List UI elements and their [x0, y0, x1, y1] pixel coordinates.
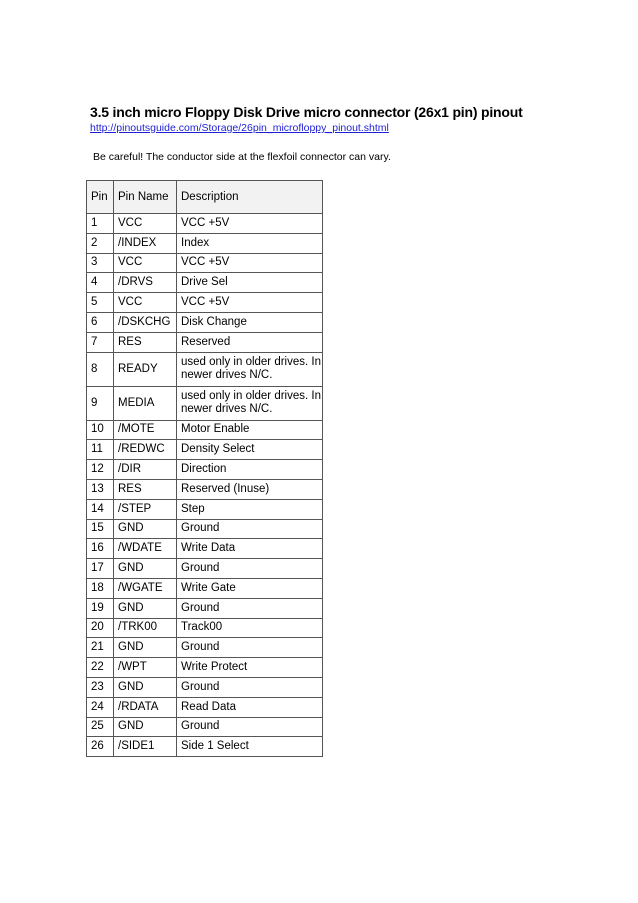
description-cell: Ground: [177, 519, 323, 539]
pin-cell: 26: [87, 737, 114, 757]
pin-cell: 21: [87, 638, 114, 658]
pin-cell: 20: [87, 618, 114, 638]
pin-cell: 24: [87, 697, 114, 717]
pin-cell: 9: [87, 386, 114, 420]
pin-name-cell: /DIR: [114, 460, 177, 480]
table-row: [87, 332, 323, 352]
table-header-row: [87, 181, 323, 214]
table-row: [87, 618, 323, 638]
pin-name-cell: GND: [114, 598, 177, 618]
table-row: [87, 386, 323, 420]
table-row: [87, 717, 323, 737]
warning-note: Be careful! The conductor side at the flexfoil connector can vary.: [93, 151, 391, 163]
pin-name-cell: /WDATE: [114, 539, 177, 559]
header-pin-name: Pin Name: [114, 181, 177, 214]
pin-name-cell: /REDWC: [114, 440, 177, 460]
description-cell: VCC +5V: [177, 253, 323, 273]
pin-cell: 16: [87, 539, 114, 559]
pin-cell: 1: [87, 214, 114, 234]
pin-cell: 7: [87, 332, 114, 352]
description-cell: Write Data: [177, 539, 323, 559]
pin-cell: 23: [87, 677, 114, 697]
pin-cell: 10: [87, 420, 114, 440]
pin-name-cell: /DRVS: [114, 273, 177, 293]
description-cell: Ground: [177, 677, 323, 697]
description-cell: Write Gate: [177, 578, 323, 598]
pin-name-cell: RES: [114, 479, 177, 499]
description-cell: Direction: [177, 460, 323, 480]
pin-name-cell: /WGATE: [114, 578, 177, 598]
pin-cell: 12: [87, 460, 114, 480]
pin-name-cell: RES: [114, 332, 177, 352]
pin-name-cell: MEDIA: [114, 386, 177, 420]
pin-cell: 3: [87, 253, 114, 273]
table-body: [87, 214, 323, 757]
description-cell: Drive Sel: [177, 273, 323, 293]
pin-name-cell: VCC: [114, 293, 177, 313]
table-row: [87, 293, 323, 313]
table-row: [87, 598, 323, 618]
pin-name-cell: /RDATA: [114, 697, 177, 717]
description-cell: Disk Change: [177, 312, 323, 332]
pin-name-cell: READY: [114, 352, 177, 386]
pin-name-cell: VCC: [114, 214, 177, 234]
pin-name-cell: GND: [114, 677, 177, 697]
pin-cell: 17: [87, 559, 114, 579]
pin-cell: 4: [87, 273, 114, 293]
source-link[interactable]: http://pinoutsguide.com/Storage/26pin_microfloppy_pinout.shtml: [90, 122, 389, 134]
pin-cell: 6: [87, 312, 114, 332]
description-cell: Ground: [177, 598, 323, 618]
table-row: [87, 253, 323, 273]
pin-cell: 19: [87, 598, 114, 618]
pin-cell: 13: [87, 479, 114, 499]
pin-cell: 15: [87, 519, 114, 539]
pin-cell: 5: [87, 293, 114, 313]
description-cell: Read Data: [177, 697, 323, 717]
table-row: [87, 440, 323, 460]
pinout-table: [86, 180, 323, 757]
description-cell: Motor Enable: [177, 420, 323, 440]
pin-name-cell: /TRK00: [114, 618, 177, 638]
pin-cell: 14: [87, 499, 114, 519]
pin-name-cell: /DSKCHG: [114, 312, 177, 332]
pin-cell: 2: [87, 233, 114, 253]
page-title: 3.5 inch micro Floppy Disk Drive micro connector (26x1 pin) pinout: [90, 104, 523, 120]
description-cell: used only in older drives. In newer drives N/C.: [177, 352, 323, 386]
pin-cell: 8: [87, 352, 114, 386]
table-row: [87, 559, 323, 579]
description-cell: used only in older drives. In newer drives N/C.: [177, 386, 323, 420]
pin-name-cell: /STEP: [114, 499, 177, 519]
table-row: [87, 737, 323, 757]
table-row: [87, 460, 323, 480]
table-row: [87, 539, 323, 559]
table-row: [87, 519, 323, 539]
pin-name-cell: GND: [114, 519, 177, 539]
pin-cell: 11: [87, 440, 114, 460]
pin-name-cell: /INDEX: [114, 233, 177, 253]
table-row: [87, 214, 323, 234]
pin-name-cell: GND: [114, 717, 177, 737]
pin-name-cell: /MOTE: [114, 420, 177, 440]
description-cell: VCC +5V: [177, 293, 323, 313]
description-cell: Index: [177, 233, 323, 253]
pin-name-cell: GND: [114, 638, 177, 658]
table-row: [87, 352, 323, 386]
table-row: [87, 697, 323, 717]
description-cell: VCC +5V: [177, 214, 323, 234]
pin-name-cell: /WPT: [114, 658, 177, 678]
pin-cell: 22: [87, 658, 114, 678]
table-row: [87, 420, 323, 440]
description-cell: Step: [177, 499, 323, 519]
pin-name-cell: GND: [114, 559, 177, 579]
table-row: [87, 479, 323, 499]
pin-cell: 25: [87, 717, 114, 737]
table-row: [87, 233, 323, 253]
description-cell: Ground: [177, 717, 323, 737]
description-cell: Side 1 Select: [177, 737, 323, 757]
description-cell: Write Protect: [177, 658, 323, 678]
table-row: [87, 578, 323, 598]
header-description: Description: [177, 181, 323, 214]
pin-name-cell: /SIDE1: [114, 737, 177, 757]
description-cell: Track00: [177, 618, 323, 638]
table-row: [87, 312, 323, 332]
pin-cell: 18: [87, 578, 114, 598]
table-row: [87, 677, 323, 697]
description-cell: Density Select: [177, 440, 323, 460]
description-cell: Ground: [177, 559, 323, 579]
description-cell: Ground: [177, 638, 323, 658]
description-cell: Reserved: [177, 332, 323, 352]
description-cell: Reserved (Inuse): [177, 479, 323, 499]
table-row: [87, 499, 323, 519]
table-row: [87, 658, 323, 678]
table-row: [87, 273, 323, 293]
header-pin: Pin: [87, 181, 114, 214]
pin-name-cell: VCC: [114, 253, 177, 273]
table-row: [87, 638, 323, 658]
